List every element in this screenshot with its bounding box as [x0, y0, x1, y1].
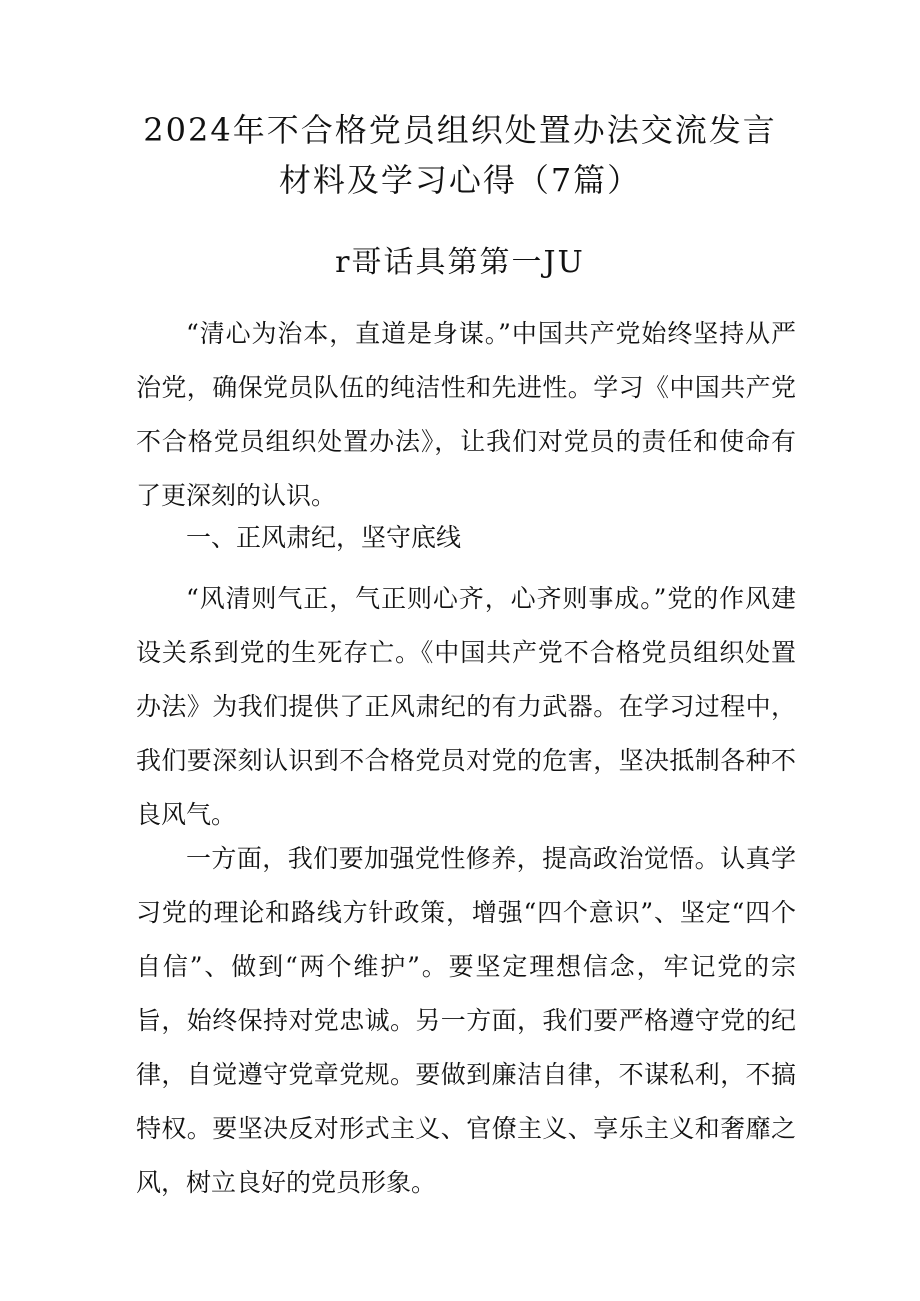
- section-heading: 一、正风肃纪，坚守底线: [186, 523, 462, 552]
- body-paragraph-intro: “清心为治本，直道是身谋。”中国共产党始终坚持从严治党，确保党员队伍的纯洁性和先进性。学习《中国共产党不合格党员组织处置办法》，让我们对党员的责任和使命有了更深刻的认识。: [136, 319, 796, 510]
- document-subtitle: r哥话具第第一JU: [335, 245, 585, 280]
- body-paragraph-discipline: 一方面，我们要加强党性修养，提高政治觉悟。认真学习党的理论和路线方针政策，增强“四个意识”、坚定“四个自信”、做到“两个维护”。要坚定理想信念，牢记党的宗旨，始终保持对党忠诚。另一方面，我们要严格遵守党的纪律，自觉遵守党章党规。要做到廉洁自律，不谋私利，不搞特权。要坚决反对形式主义、官僚主义、享乐主义和奢靡之风，树立良好的党员形象。: [136, 844, 796, 1197]
- body-paragraph-style: “风清则气正，气正则心齐，心齐则事成。”党的作风建设关系到党的生死存亡。《中国共产党不合格党员组织处置办法》为我们提供了正风肃纪的有力武器。在学习过程中，我们要深刻认识到不合格党员对党的危害，坚决抵制各种不良风气。: [136, 584, 796, 829]
- document-title-line1: 2024年不合格党员组织处置办法交流发言: [143, 111, 777, 149]
- document-title-line2: 材料及学习心得（7篇）: [278, 161, 642, 199]
